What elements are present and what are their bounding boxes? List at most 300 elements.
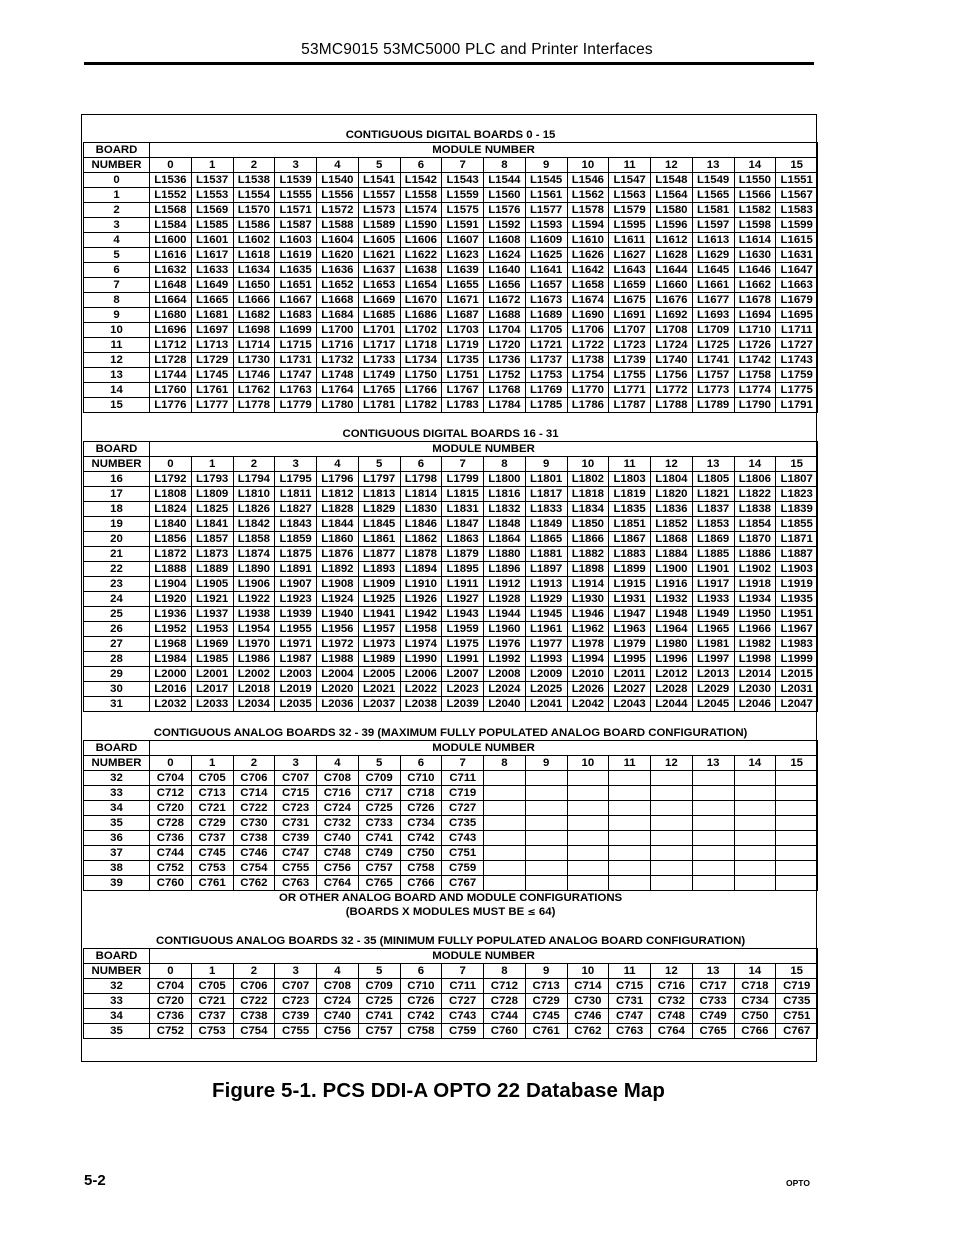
address-cell: L1820: [651, 486, 693, 501]
address-cell: L1808: [150, 486, 192, 501]
address-cell: C729: [191, 815, 233, 830]
address-cell: [651, 815, 693, 830]
module-number: 0: [150, 158, 192, 173]
address-cell: L1615: [776, 233, 818, 248]
address-cell: L1738: [567, 353, 609, 368]
address-cell: L1735: [442, 353, 484, 368]
address-cell: L2009: [525, 666, 567, 681]
module-number: 8: [484, 963, 526, 978]
address-cell: [525, 800, 567, 815]
address-cell: L1790: [734, 398, 776, 413]
module-number: 1: [191, 158, 233, 173]
module-number: 15: [776, 755, 818, 770]
address-cell: L1920: [150, 591, 192, 606]
address-cell: L1948: [651, 606, 693, 621]
address-cell: L1994: [567, 651, 609, 666]
address-cell: [567, 875, 609, 890]
address-cell: L1741: [692, 353, 734, 368]
address-cell: L1834: [567, 501, 609, 516]
address-cell: C707: [275, 978, 317, 993]
address-cell: C716: [651, 978, 693, 993]
address-cell: C740: [317, 830, 359, 845]
address-cell: L2036: [317, 696, 359, 711]
address-cell: L2045: [692, 696, 734, 711]
address-cell: L1655: [442, 278, 484, 293]
module-number: 15: [776, 456, 818, 471]
address-cell: L1718: [400, 338, 442, 353]
address-cell: L1689: [525, 308, 567, 323]
address-cell: L1630: [734, 248, 776, 263]
address-cell: L1792: [150, 471, 192, 486]
module-number: 8: [484, 158, 526, 173]
section-spacer: [84, 413, 818, 427]
address-cell: C749: [692, 1008, 734, 1023]
address-cell: L1844: [317, 516, 359, 531]
address-cell: L1556: [317, 188, 359, 203]
address-cell: L1706: [567, 323, 609, 338]
address-cell: L2039: [442, 696, 484, 711]
address-cell: L1759: [776, 368, 818, 383]
address-cell: C735: [442, 815, 484, 830]
address-cell: C755: [275, 860, 317, 875]
board-number: 8: [84, 293, 150, 308]
address-cell: L1908: [317, 576, 359, 591]
address-cell: L1826: [233, 501, 275, 516]
address-cell: C763: [275, 875, 317, 890]
board-header: BOARD: [84, 740, 150, 755]
address-cell: L1802: [567, 471, 609, 486]
board-number: 23: [84, 576, 150, 591]
board-number: 35: [84, 1023, 150, 1038]
section-title: CONTIGUOUS DIGITAL BOARDS 16 - 31: [342, 427, 559, 440]
table-row: [84, 561, 818, 576]
address-cell: [567, 845, 609, 860]
address-cell: C715: [609, 978, 651, 993]
address-cell: L1899: [609, 561, 651, 576]
module-number: 12: [651, 963, 693, 978]
address-cell: L1716: [317, 338, 359, 353]
module-number: 6: [400, 456, 442, 471]
address-cell: L1692: [651, 308, 693, 323]
address-cell: L1947: [609, 606, 651, 621]
running-header: 53MC9015 53MC5000 PLC and Printer Interfaces: [301, 41, 653, 58]
less-equal-symbol: ≤: [527, 906, 536, 918]
address-cell: L1757: [692, 368, 734, 383]
address-cell: L1773: [692, 383, 734, 398]
address-cell: L1964: [651, 621, 693, 636]
table-row: [84, 993, 818, 1008]
address-cell: C751: [776, 1008, 818, 1023]
address-cell: L1702: [400, 323, 442, 338]
module-number: 5: [358, 456, 400, 471]
address-cell: L1603: [275, 233, 317, 248]
address-cell: [692, 860, 734, 875]
address-cell: C723: [275, 993, 317, 1008]
address-cell: L1696: [150, 323, 192, 338]
address-cell: L1769: [525, 383, 567, 398]
board-number: 28: [84, 651, 150, 666]
address-cell: L1742: [734, 353, 776, 368]
address-cell: C742: [400, 830, 442, 845]
address-cell: L1642: [567, 263, 609, 278]
address-cell: L1892: [317, 561, 359, 576]
address-cell: L1931: [609, 591, 651, 606]
address-cell: L1585: [191, 218, 233, 233]
address-cell: [525, 815, 567, 830]
address-cell: C754: [233, 1023, 275, 1038]
address-cell: L1622: [400, 248, 442, 263]
address-cell: L1661: [692, 278, 734, 293]
address-cell: L1608: [484, 233, 526, 248]
table-row: [84, 845, 818, 860]
address-cell: L1863: [442, 531, 484, 546]
address-cell: C734: [734, 993, 776, 1008]
address-cell: C735: [776, 993, 818, 1008]
board-number: 6: [84, 263, 150, 278]
address-cell: L1784: [484, 398, 526, 413]
address-cell: C725: [358, 993, 400, 1008]
address-cell: L1803: [609, 471, 651, 486]
board-number: 22: [84, 561, 150, 576]
address-cell: L1932: [651, 591, 693, 606]
address-cell: L1855: [776, 516, 818, 531]
table-row: [84, 666, 818, 681]
address-cell: L1775: [776, 383, 818, 398]
address-cell: L1638: [400, 263, 442, 278]
address-cell: L1975: [442, 636, 484, 651]
module-number: 14: [734, 755, 776, 770]
table-row: [84, 621, 818, 636]
table-row: [84, 233, 818, 248]
address-cell: L2041: [525, 696, 567, 711]
module-number: 13: [692, 755, 734, 770]
address-cell: L1674: [567, 293, 609, 308]
address-cell: L1620: [317, 248, 359, 263]
address-cell: C758: [400, 1023, 442, 1038]
address-cell: C714: [567, 978, 609, 993]
address-cell: L1843: [275, 516, 317, 531]
address-cell: L1973: [358, 636, 400, 651]
board-number: 20: [84, 531, 150, 546]
address-cell: L1756: [651, 368, 693, 383]
address-cell: C729: [525, 993, 567, 1008]
address-cell: L1753: [525, 368, 567, 383]
address-cell: [692, 785, 734, 800]
board-number: 3: [84, 218, 150, 233]
table-row: [84, 696, 818, 711]
address-cell: L1644: [651, 263, 693, 278]
address-cell: C727: [442, 993, 484, 1008]
address-cell: L1722: [567, 338, 609, 353]
address-cell: [651, 845, 693, 860]
address-cell: L1672: [484, 293, 526, 308]
address-cell: L1880: [484, 546, 526, 561]
address-cell: L1744: [150, 368, 192, 383]
address-cell: L1867: [609, 531, 651, 546]
address-cell: L1648: [150, 278, 192, 293]
address-cell: C752: [150, 860, 192, 875]
address-cell: C766: [400, 875, 442, 890]
address-cell: C732: [317, 815, 359, 830]
address-cell: L1852: [651, 516, 693, 531]
address-cell: L1814: [400, 486, 442, 501]
address-cell: L1592: [484, 218, 526, 233]
address-cell: L1624: [484, 248, 526, 263]
address-cell: L2012: [651, 666, 693, 681]
address-cell: [692, 845, 734, 860]
address-cell: L1714: [233, 338, 275, 353]
address-cell: L1547: [609, 173, 651, 188]
address-cell: L1647: [776, 263, 818, 278]
address-cell: L1847: [442, 516, 484, 531]
module-number: 14: [734, 456, 776, 471]
address-cell: L1657: [525, 278, 567, 293]
address-cell: L1969: [191, 636, 233, 651]
address-cell: L1604: [317, 233, 359, 248]
address-cell: [776, 830, 818, 845]
section-title: CONTIGUOUS DIGITAL BOARDS 0 - 15: [345, 129, 556, 141]
address-cell: L1550: [734, 173, 776, 188]
address-cell: L1697: [191, 323, 233, 338]
address-cell: L2034: [233, 696, 275, 711]
address-cell: L1922: [233, 591, 275, 606]
address-cell: L1806: [734, 471, 776, 486]
address-cell: L1544: [484, 173, 526, 188]
address-cell: L1578: [567, 203, 609, 218]
address-cell: C755: [275, 1023, 317, 1038]
section-title: CONTIGUOUS ANALOG BOARDS 32 - 35 (MINIMUM FULLY POPULATED ANALOG BOARD CONFIGURATION): [155, 934, 746, 947]
constraint-limit: 64): [535, 905, 556, 918]
address-cell: L1893: [358, 561, 400, 576]
address-cell: L1729: [191, 353, 233, 368]
module-number: 6: [400, 755, 442, 770]
address-cell: C709: [358, 978, 400, 993]
address-cell: C738: [233, 1008, 275, 1023]
address-cell: C712: [484, 978, 526, 993]
address-cell: L2000: [150, 666, 192, 681]
address-cell: L1992: [484, 651, 526, 666]
address-cell: L2037: [358, 696, 400, 711]
module-number: 14: [734, 158, 776, 173]
address-cell: L1785: [525, 398, 567, 413]
table-row: [84, 546, 818, 561]
address-cell: L1770: [567, 383, 609, 398]
address-cell: L1861: [358, 531, 400, 546]
address-cell: C717: [358, 785, 400, 800]
address-cell: C747: [609, 1008, 651, 1023]
address-cell: L1719: [442, 338, 484, 353]
address-cell: L1915: [609, 576, 651, 591]
address-cell: L2014: [734, 666, 776, 681]
board-number: 32: [84, 770, 150, 785]
address-cell: L1813: [358, 486, 400, 501]
address-cell: L1698: [233, 323, 275, 338]
number-header: NUMBER: [84, 456, 150, 471]
address-cell: C767: [442, 875, 484, 890]
address-cell: L1874: [233, 546, 275, 561]
address-cell: L1798: [400, 471, 442, 486]
address-cell: L1873: [191, 546, 233, 561]
address-cell: L1810: [233, 486, 275, 501]
address-cell: L1631: [776, 248, 818, 263]
address-cell: L1677: [692, 293, 734, 308]
module-number: 12: [651, 158, 693, 173]
table-row: [84, 815, 818, 830]
address-cell: L1866: [567, 531, 609, 546]
address-cell: L1723: [609, 338, 651, 353]
address-cell: L1701: [358, 323, 400, 338]
address-cell: L1721: [525, 338, 567, 353]
address-cell: L1986: [233, 651, 275, 666]
table-row: [84, 293, 818, 308]
address-cell: [484, 830, 526, 845]
module-number: 5: [358, 755, 400, 770]
board-number: 1: [84, 188, 150, 203]
address-cell: L2020: [317, 681, 359, 696]
address-cell: L1713: [191, 338, 233, 353]
address-cell: L1774: [734, 383, 776, 398]
address-cell: L1596: [651, 218, 693, 233]
address-cell: L2035: [275, 696, 317, 711]
address-cell: L1643: [609, 263, 651, 278]
header-rule: [84, 62, 814, 65]
board-number: 10: [84, 323, 150, 338]
address-cell: L1567: [776, 188, 818, 203]
address-cell: L1997: [692, 651, 734, 666]
table-row: [84, 785, 818, 800]
address-cell: L1588: [317, 218, 359, 233]
address-cell: L1876: [317, 546, 359, 561]
address-cell: L1564: [651, 188, 693, 203]
section-spacer: [84, 711, 818, 725]
number-header: NUMBER: [84, 963, 150, 978]
board-number: 29: [84, 666, 150, 681]
address-cell: L1583: [776, 203, 818, 218]
address-cell: [484, 875, 526, 890]
module-number: 7: [442, 755, 484, 770]
address-cell: L1842: [233, 516, 275, 531]
address-cell: L1768: [484, 383, 526, 398]
module-number: 11: [609, 158, 651, 173]
address-cell: L1862: [400, 531, 442, 546]
address-cell: L1606: [400, 233, 442, 248]
address-cell: L1730: [233, 353, 275, 368]
module-number: 11: [609, 755, 651, 770]
address-cell: L2030: [734, 681, 776, 696]
board-number: 21: [84, 546, 150, 561]
address-cell: L1864: [484, 531, 526, 546]
address-cell: L1870: [734, 531, 776, 546]
address-cell: [525, 785, 567, 800]
address-cell: L1799: [442, 471, 484, 486]
address-cell: L1613: [692, 233, 734, 248]
address-cell: L1582: [734, 203, 776, 218]
database-map-frame: [81, 114, 817, 1062]
address-cell: L1925: [358, 591, 400, 606]
address-cell: L1766: [400, 383, 442, 398]
table-row: [84, 875, 818, 890]
address-cell: C754: [233, 860, 275, 875]
address-cell: L1940: [317, 606, 359, 621]
address-cell: L1595: [609, 218, 651, 233]
address-cell: L1995: [609, 651, 651, 666]
address-cell: L2019: [275, 681, 317, 696]
address-cell: [692, 875, 734, 890]
address-cell: L1763: [275, 383, 317, 398]
address-cell: L1670: [400, 293, 442, 308]
address-cell: L1865: [525, 531, 567, 546]
address-cell: C743: [442, 830, 484, 845]
address-cell: L2008: [484, 666, 526, 681]
address-cell: L1681: [191, 308, 233, 323]
address-cell: L1577: [525, 203, 567, 218]
address-cell: L1885: [692, 546, 734, 561]
address-cell: L2026: [567, 681, 609, 696]
address-cell: L1727: [776, 338, 818, 353]
address-cell: L1761: [191, 383, 233, 398]
board-number: 39: [84, 875, 150, 890]
address-cell: L1958: [400, 621, 442, 636]
table-row: [84, 800, 818, 815]
address-cell: L2011: [609, 666, 651, 681]
board-number: 15: [84, 398, 150, 413]
table-row: [84, 830, 818, 845]
address-cell: C764: [651, 1023, 693, 1038]
address-cell: C741: [358, 830, 400, 845]
address-cell: L1965: [692, 621, 734, 636]
address-cell: L1815: [442, 486, 484, 501]
address-cell: L1916: [651, 576, 693, 591]
address-cell: L1640: [484, 263, 526, 278]
address-cell: L1576: [484, 203, 526, 218]
address-cell: L1587: [275, 218, 317, 233]
address-cell: C734: [400, 815, 442, 830]
address-cell: C709: [358, 770, 400, 785]
address-cell: L1898: [567, 561, 609, 576]
address-cell: L1574: [400, 203, 442, 218]
address-cell: L1566: [734, 188, 776, 203]
address-cell: L1949: [692, 606, 734, 621]
module-number: 7: [442, 456, 484, 471]
board-number: 18: [84, 501, 150, 516]
address-cell: L1827: [275, 501, 317, 516]
address-cell: L1652: [317, 278, 359, 293]
module-number: 4: [317, 158, 359, 173]
table-row: [84, 471, 818, 486]
address-cell: L1680: [150, 308, 192, 323]
address-cell: L1858: [233, 531, 275, 546]
address-cell: L2032: [150, 696, 192, 711]
module-number: 1: [191, 963, 233, 978]
table-row: [84, 978, 818, 993]
address-cell: C756: [317, 860, 359, 875]
address-cell: L1869: [692, 531, 734, 546]
address-cell: L1912: [484, 576, 526, 591]
address-cell: L2006: [400, 666, 442, 681]
address-cell: [609, 860, 651, 875]
address-cell: L1956: [317, 621, 359, 636]
module-number: 15: [776, 158, 818, 173]
address-cell: L1580: [651, 203, 693, 218]
address-cell: L1708: [651, 323, 693, 338]
address-cell: C760: [484, 1023, 526, 1038]
address-cell: L2044: [651, 696, 693, 711]
board-number: 13: [84, 368, 150, 383]
address-cell: C741: [358, 1008, 400, 1023]
address-cell: [776, 800, 818, 815]
address-cell: L1823: [776, 486, 818, 501]
address-cell: L1673: [525, 293, 567, 308]
